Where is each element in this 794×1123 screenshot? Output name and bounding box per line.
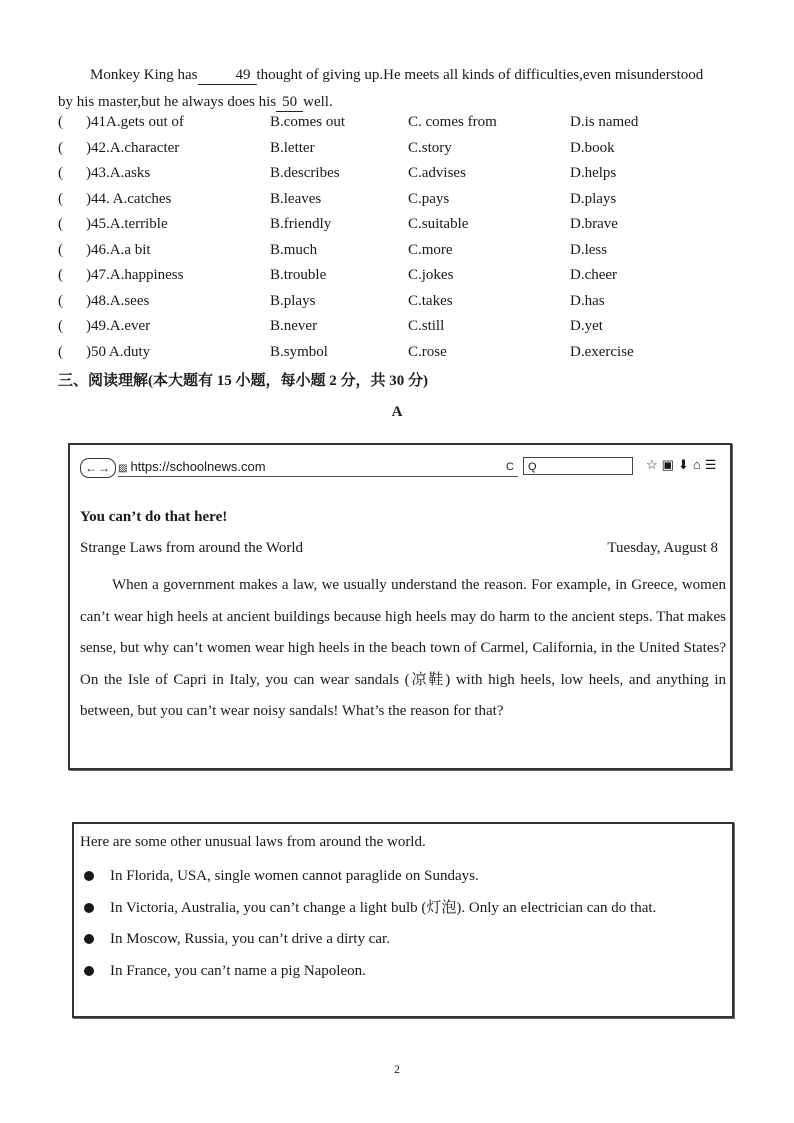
option-b[interactable]: B.describes [270, 165, 340, 181]
page-number: 2 [394, 1062, 400, 1076]
option-c[interactable]: C.more [408, 241, 453, 258]
option-d[interactable]: D.exercise [570, 343, 634, 360]
option-d[interactable]: D.is named [570, 114, 639, 130]
option-d[interactable]: D.helps [570, 165, 617, 181]
cloze-passage-end [58, 62, 758, 116]
option-a[interactable]: )44. A.catches [86, 190, 172, 207]
toolbar-icons [646, 457, 720, 473]
article-date: Tuesday, August 8 [607, 540, 718, 556]
option-c[interactable]: C.still [408, 318, 445, 334]
option-a[interactable]: )50 A.duty [86, 343, 151, 360]
url-text: https://schoolnews.com [130, 459, 266, 474]
article-body: When a government makes a law, we usually understand the reason. For example, in Greece, women can’t wear high heels at ancient buildings because high heels may do harm to the ancient steps. That makes sense, but why can’t women wear high heels in the beach town of Carmel, California, in the United States? On the Isle of Capri in Italy, you can wear sandals (凉鞋) with high heels, low heels, and anything in between, but you can’t wear noisy sandals! What’s the reason for that? [80, 577, 726, 719]
answer-paren: ( [58, 165, 63, 181]
address-bar[interactable] [118, 458, 518, 477]
answer-paren: ( [58, 318, 63, 334]
option-b[interactable]: B.trouble [270, 267, 327, 283]
back-forward-buttons[interactable]: ←→ [80, 458, 116, 478]
option-a[interactable]: )41A.gets out of [86, 114, 184, 130]
cloze-line-2: by his master,but he always does his 50 well. [58, 94, 333, 110]
list-item: In Moscow, Russia, you can’t drive a dirty car. [82, 929, 722, 961]
option-a[interactable]: )49.A.ever [86, 318, 151, 334]
option-d[interactable]: D.plays [570, 190, 617, 207]
search-icon: Q [528, 461, 537, 473]
blank-49[interactable]: 49 [198, 67, 257, 85]
answer-paren: ( [58, 267, 63, 283]
option-d[interactable]: D.book [570, 139, 615, 156]
option-c[interactable]: C.takes [408, 292, 453, 309]
option-row [58, 140, 758, 166]
option-b[interactable]: B.never [270, 318, 318, 334]
option-b[interactable]: B.friendly [270, 216, 332, 232]
article-subline [80, 540, 726, 560]
answer-paren: ( [58, 241, 63, 258]
search-input[interactable] [523, 457, 633, 475]
list-item: In France, you can’t name a pig Napoleon. [82, 961, 722, 993]
answer-paren: ( [58, 216, 63, 232]
option-row [58, 293, 758, 319]
laws-intro: Here are some other unusual laws from around the world. [80, 834, 426, 850]
browser-window [68, 443, 732, 770]
bullet-icon [84, 966, 94, 976]
option-b[interactable]: B.symbol [270, 343, 328, 360]
option-a[interactable]: )42.A.character [86, 139, 180, 156]
option-row [58, 242, 758, 268]
option-c[interactable]: C.rose [408, 343, 447, 360]
list-item: In Florida, USA, single women cannot paraglide on Sundays. [82, 866, 722, 898]
passage-label: A [391, 404, 403, 420]
option-row [58, 114, 758, 140]
laws-list [82, 866, 722, 992]
answer-paren: ( [58, 114, 63, 130]
option-a[interactable]: )48.A.sees [86, 292, 150, 309]
article-subtitle: Strange Laws from around the World [80, 540, 304, 556]
option-c[interactable]: C.jokes [408, 267, 454, 283]
unusual-laws-box [72, 822, 734, 1018]
answer-paren: ( [58, 190, 63, 207]
option-c[interactable]: C. comes from [408, 114, 497, 130]
option-b[interactable]: B.much [270, 241, 318, 258]
reload-icon[interactable]: C [506, 461, 514, 473]
bookmark-icon[interactable]: ▣ [661, 457, 678, 472]
bullet-icon [84, 903, 94, 913]
cloze-options [58, 114, 758, 369]
option-c[interactable]: C.pays [408, 190, 450, 207]
bullet-icon [84, 871, 94, 881]
cloze-line-1: Monkey King has 49 thought of giving up.He meets all kinds of difficulties,even misunderstood [90, 67, 704, 83]
option-row [58, 216, 758, 242]
bullet-icon [84, 934, 94, 944]
answer-paren: ( [58, 292, 63, 309]
news-article [80, 509, 726, 728]
option-a[interactable]: )45.A.terrible [86, 216, 168, 232]
star-icon[interactable]: ☆ [646, 457, 662, 472]
option-b[interactable]: B.plays [270, 292, 316, 309]
answer-paren: ( [58, 343, 63, 360]
option-b[interactable]: B.leaves [270, 190, 322, 207]
menu-icon[interactable]: ☰ [704, 457, 721, 472]
download-icon[interactable]: ⬇ [677, 457, 693, 472]
blank-50[interactable]: 50 [276, 94, 303, 112]
option-a[interactable]: )47.A.happiness [86, 267, 184, 283]
option-row [58, 318, 758, 344]
home-icon[interactable]: ⌂ [692, 457, 705, 472]
option-d[interactable]: D.cheer [570, 267, 618, 283]
option-row [58, 267, 758, 293]
option-c[interactable]: C.story [408, 139, 452, 156]
option-d[interactable]: D.less [570, 241, 608, 258]
option-a[interactable]: )43.A.asks [86, 165, 151, 181]
option-d[interactable]: D.yet [570, 318, 603, 334]
option-d[interactable]: D.brave [570, 216, 618, 232]
option-c[interactable]: C.suitable [408, 216, 469, 232]
option-c[interactable]: C.advises [408, 165, 466, 181]
option-row [58, 344, 758, 370]
section-title: 三、阅读理解(本大题有 15 小题，每小题 2 分，共 30 分) [58, 373, 428, 389]
list-item: In Victoria, Australia, you can’t change a light bulb (灯泡). Only an electrician can do that. [82, 898, 722, 930]
answer-paren: ( [58, 139, 63, 156]
browser-toolbar [76, 457, 726, 479]
lock-icon: ▨ [118, 463, 128, 474]
option-d[interactable]: D.has [570, 292, 605, 309]
option-row [58, 165, 758, 191]
option-b[interactable]: B.comes out [270, 114, 345, 130]
option-a[interactable]: )46.A.a bit [86, 241, 151, 258]
option-row [58, 191, 758, 217]
option-b[interactable]: B.letter [270, 139, 315, 156]
article-headline: You can’t do that here! [80, 509, 228, 525]
